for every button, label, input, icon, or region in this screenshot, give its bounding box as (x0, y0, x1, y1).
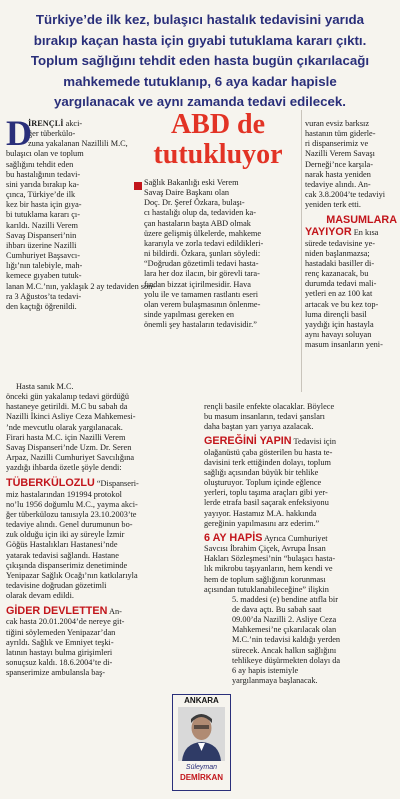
right-line: ri dispanserimiz ve (305, 139, 369, 149)
para-line: Göğüs Hastalıkları Hastanesi’nde (6, 540, 118, 550)
lead-line: İRENÇLİ akci- (28, 119, 83, 128)
lead-line: ra 3 Ağustos’ta tedavi- (6, 291, 82, 301)
box-line: yolu ile ve tamamen rastlantı eseri (144, 289, 259, 299)
lead-line: bi tutuklama kararı çı- (6, 210, 80, 220)
para-line: çıkışında dispanserimiz denetiminde (6, 560, 128, 570)
lead-line: zuna yakalanan Nazillili M.C, (28, 139, 128, 149)
right-line: yetleri en az 100 kat (305, 289, 373, 299)
para-line: Savaş Dispanseri’nde Uzm. Dr. Seren (6, 442, 132, 452)
spot-line: Toplum sağlığını tehdit eden hasta bugün çıkarılacağı (30, 53, 370, 68)
right-line: renç kazanacak, bu (305, 269, 369, 279)
para-line: yazdığı ihbarda özetle şöyle dendi: (6, 463, 122, 473)
right-line: hastanın tüm giderle- (305, 129, 376, 139)
lead-first-word: İRENÇLİ (28, 119, 64, 128)
lower-line: yayıyor. Hastamız M.A. hakkında (204, 508, 317, 518)
right-line: vuran evsiz barksız (305, 119, 370, 128)
right-line: artacak ve bu kez top- (305, 299, 379, 309)
para-line: Hasta sanık M.C. (16, 382, 74, 391)
lower-line: yerleri, toplu taşıma araçları gibi yer- (204, 488, 328, 498)
subhead-geregini-yapin: GEREĞİNİ YAPIN (204, 435, 292, 448)
box-line: cı hastalığı olup da, tedaviden ka- (144, 208, 256, 218)
lower-line: sağlığı açısından büyük bir tehlike (204, 467, 319, 477)
author-first-name: Süleyman (185, 764, 218, 771)
subhead-6-ay-hapis: 6 AY HAPİS (204, 531, 263, 544)
box-line: fından bizzat içirilmesidir. Hava (144, 279, 251, 289)
box-line: ni bildirdi. Özkara, şunları söyledi: (144, 249, 261, 259)
lead-line: den kaçtığı öğrenildi. (6, 301, 77, 311)
lower-line: Savcısı İbrahim Çiçek, Avrupa İnsan (204, 544, 326, 554)
para-line: olarak devam edildi. (6, 591, 74, 601)
lead-para2 (6, 382, 156, 678)
box-body (144, 178, 300, 330)
lead-line: bu hastalığının tedavi- (6, 169, 81, 179)
right-line: aynı havayı soluyan (305, 329, 372, 339)
box-line: olan verem bulaşmasının önlenme- (144, 299, 261, 309)
right-line: tedaviye alındı. An- (305, 179, 371, 189)
lower-column (204, 402, 396, 686)
lower-line: lık mikrobu taşıyanların, hem kendi ve (204, 564, 333, 574)
lead-line: karıldı. Nazilli Verem (6, 220, 78, 230)
drop-cap: D (6, 113, 32, 153)
lead-column (6, 113, 156, 312)
subhead-masumlara: MASUMLARA (326, 214, 397, 227)
lower-line: hem de toplum sağlığının korunması (204, 574, 326, 584)
lower-line: Hakları Sözleşmesi’nin “bulaşıcı hasta- (204, 554, 336, 564)
para-line: hastaneye getirildi. M.C bu sabah da (6, 402, 128, 412)
spot-headline (6, 10, 394, 113)
lead-line: ğer tüberkülo- (28, 129, 76, 139)
right-line: niden başlanmazsa; (305, 248, 370, 258)
para-line: zuk olduğu için iki ay süreyle İzmir (6, 530, 125, 540)
para-line: latının hastayı bulma girişimleri (6, 647, 113, 657)
box-line: Sağlık Bakanlığı eski Verem (144, 178, 239, 187)
lead-line: Savaş Dispanseri’nin (6, 230, 77, 240)
para-line: tedaviye alındı. Genel durumunun bo- (6, 520, 133, 530)
para-line: miz hastalarından 191994 protokol (6, 489, 122, 499)
right-line: Derneği’nce karşıla- (305, 159, 373, 169)
right-line: yeniden terk etti. (305, 200, 361, 210)
lead-line: sağlığını tehdit eden (6, 159, 74, 169)
para-line: ’nde mevcutlu olarak yargılanacak. (6, 422, 123, 432)
para-line: Arpaz, Nazilli Cumhuriyet Savcılığına (6, 453, 135, 463)
subhead-tuberkulozlu: TÜBERKÜLOZLU (6, 477, 95, 490)
right-line: narak hasta yeniden (305, 169, 371, 179)
lead-line: lanan M.C.’nın, yaklaşık 2 ay tedaviden son- (6, 281, 156, 291)
para-line: tedavisine doğrudan gözetimli (6, 580, 107, 590)
right-line: yaydığı için hastayla (305, 319, 374, 329)
box-line: çan hastaların başta ABD olmak (144, 218, 251, 228)
lower-line: M.C.’nin tedavisi kaldığı yerden (232, 635, 341, 645)
sidebar-box (134, 110, 302, 392)
bullet-icon (134, 182, 142, 190)
lower-line: yargılanmaya başlanacak. (232, 676, 318, 686)
lower-line: açısından tutuklanabileceğine” ilişkin (204, 584, 329, 594)
para-line: Nazilli İkinci Asliye Ceza Mahkemesi- (6, 412, 136, 422)
lower-line: oluşturuyor. Toplum içinde eğlence (204, 478, 322, 488)
lower-line: lerde etrafa basil saçarak enfeksiyonu (204, 498, 329, 508)
lower-line: 5. maddesi (e) bendine atıfla bir (232, 594, 338, 604)
right-line: luma dirençli basil (305, 309, 367, 319)
spot-line: bırakıp kaçan hasta için gıyabi tutuklama kararı çıktı. (33, 32, 367, 48)
dateline-city: ANKARA (184, 696, 219, 705)
para-line: no’lu 1956 doğumlu M.C., yayma akci- (6, 499, 138, 509)
lead-line: ihbarı üzerine Nazilli (6, 240, 77, 250)
right-column (305, 119, 397, 350)
para-line: önceki gün yakalanıp tedavi gördüğü (6, 392, 130, 402)
lower-line: olağanüstü çaba gösterilen bu hasta te- (204, 447, 333, 457)
lower-line: davisini terk ettiğinden dolayı, toplum (204, 457, 331, 467)
box-line: sinde yapılması gereken en (144, 310, 235, 320)
spot-line: mahkemede tutuklanıp, 6 aya kadar hapisle (63, 73, 337, 89)
author-box (172, 694, 231, 791)
para-line: GİDER DEVLETTEN An- (6, 605, 122, 618)
author-photo (178, 707, 225, 761)
lower-line: sürecek. Ancak halkın sağlığını (232, 645, 337, 655)
lead-line: kez bir hasta için gıya- (6, 200, 82, 210)
lower-line: de dava açtı. Bu sabah saat (232, 604, 322, 614)
right-line: sürede tedavisine ye- (305, 238, 376, 248)
lower-line: 6 AY HAPİS Ayrıca Cumhuriyet (204, 531, 328, 544)
box-title: ABD de tutukluyor (153, 109, 283, 170)
lower-line: rençli basile enfekte olacaklar. Böylece (204, 402, 335, 411)
lower-line: gereğinin yapılmasını arz ederim.” (204, 518, 320, 528)
spot-line: yargılanacak ve aynı zamanda tedavi edilecek. (54, 94, 346, 109)
person-icon (178, 707, 225, 761)
lead-line: çınca, Türkiye’de ilk (6, 190, 76, 200)
right-line: hastadaki basiller di- (305, 258, 375, 268)
box-line: Savaş Daire Başkanı olan (144, 188, 230, 198)
para-line: Firari hasta M.C. için Nazilli Verem (6, 432, 126, 442)
lower-line: 6 ay hapis istemiyle (232, 665, 299, 675)
lead-line: kemece gıyaben tutuk- (6, 271, 82, 281)
para-line: ğer tüberkülozu tanısıyla 23.10.2003’te (6, 509, 137, 519)
subhead-yayiyor: YAYIYOR (305, 226, 352, 239)
lower-line: tehlikeye düşürmekten dolayı da (232, 655, 341, 665)
right-line: durumda tedavi mali- (305, 279, 377, 289)
right-line: cak 3.8.2004’te tedaviyi (305, 190, 386, 200)
para-line: spanserimize ambulansla baş- (6, 668, 106, 678)
author-last-name: DEMİRKAN (179, 773, 224, 782)
para-line: Yenipazar Sağlık Ocağı’nın katkılarıyla (6, 570, 138, 580)
para-line: sonuçsuz kaldı. 18.6.2004’te di- (6, 658, 113, 668)
lower-line: Mahkemesi’ne çıkarılacak olan (232, 625, 337, 635)
para-line: yatarak tedavisi sağlandı. Hastane (6, 550, 119, 560)
box-line: üzere gelişmiş ülkelerde, mahkeme (144, 228, 262, 238)
lower-line: daha baştan yarı yarıya azalacak. (204, 422, 314, 432)
box-line: lara her doz ilacın, bir görevli tara- (144, 269, 260, 279)
lead-line: sini yarıda bırakıp ka- (6, 179, 80, 189)
box-line: kararıyla ve zorla tedavi edildikleri- (144, 238, 264, 248)
para-line: tiğini söylemeden Yenipazar’dan (6, 627, 116, 637)
right-line: Nazilli Verem Savaşı (305, 149, 375, 159)
lower-line: bu masum insanların, tedavi şansları (204, 412, 325, 422)
right-line: masum insanların yeni- (305, 340, 383, 350)
right-line: YAYIYOR En kısa (305, 226, 379, 239)
box-line: önemli şey hastaların tedavisidir.” (144, 320, 257, 330)
lower-line: GEREĞİNİ YAPIN Tedavisi için (204, 435, 337, 448)
para-line: TÜBERKÜLOZLU “Dispanseri- (6, 477, 139, 490)
lead-line: Cumhuriyet Başsavcı- (6, 251, 80, 261)
box-line: Doç. Dr. Şeref Özkara, bulaşı- (144, 198, 245, 208)
spot-line: Türkiye’de ilk kez, bulaşıcı hastalık tedavisini yarıda (35, 12, 365, 27)
para-line: cak hasta 20.01.2004’de nereye git- (6, 617, 125, 627)
box-line: “Doğrudan gözetimli tedavi hasta- (144, 259, 259, 269)
para-line: ayrıldı. Sağlık ve Emniyet teşki- (6, 637, 114, 647)
subhead-gider-devletten: GİDER DEVLETTEN (6, 605, 108, 618)
lead-line: lığı’nın talebiyle, mah- (6, 261, 83, 271)
lower-line: 09.00’da Nazilli 2. Asliye Ceza (232, 615, 337, 625)
lead-line: bulaşıcı olan ve toplum (6, 149, 84, 159)
